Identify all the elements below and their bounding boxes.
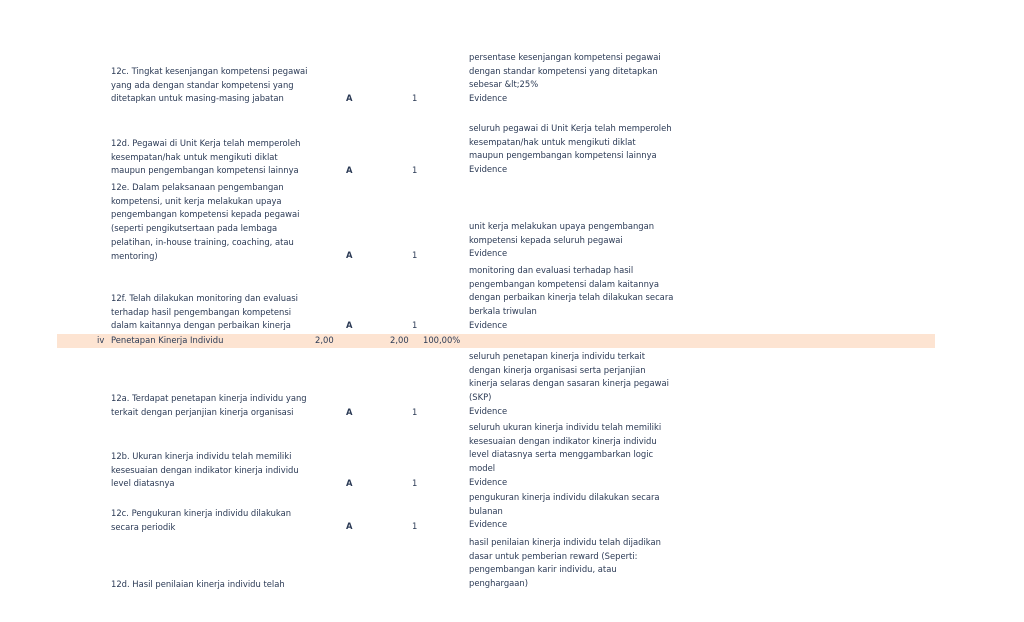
note-line: dasar untuk pemberian reward (Seperti: [469,550,638,561]
criterion-line: 12d. Pegawai di Unit Kerja telah memperoleh [111,138,301,148]
note-cell [469,350,669,419]
criterion-line: terhadap hasil pengembangan kompetensi [111,306,292,317]
note-line: seluruh ukuran kinerja individu telah memiliki [469,422,662,432]
grade-cell: A [346,478,353,488]
note-line: kesesuaian dengan indikator kinerja individu [469,435,657,446]
section-header-row [57,334,935,348]
note-cell [469,421,661,490]
note-line: penghargaan) [469,578,528,589]
note-line: dengan kinerja organisasi serta perjanjian [469,364,646,375]
note-line: Evidence [469,476,508,487]
note-cell [469,220,654,261]
criterion-line: 12a. Terdapat penetapan kinerja individu yang [111,393,307,403]
criterion-line: pengembangan kompetensi kepada pegawai [111,209,300,220]
note-line: pengukuran kinerja individu dilakukan secara [469,492,660,502]
criterion-line: dalam kaitannya dengan perbaikan kinerja [111,320,291,331]
note-line: pengembangan kompetensi dalam kaitannya [469,278,659,289]
criterion-line: kesempatan/hak untuk mengikuti diklat [111,151,278,162]
criterion-line: terkait dengan perjanjian kinerja organisasi [111,406,294,417]
note-line: Evidence [469,405,508,416]
note-line: unit kerja melakukan upaya pengembangan [469,221,655,231]
note-line: kinerja selaras dengan sasaran kinerja pegawai [469,378,669,389]
criterion-line: kompetensi, unit kerja melakukan upaya [111,195,282,206]
note-line: maupun pengembangan kompetensi lainnya [469,150,657,161]
note-cell [469,264,673,333]
note-cell [469,122,672,177]
score-cell: 1 [412,320,418,330]
criterion-line: pelatihan, in-house training, coaching, atau [111,236,294,247]
criterion-line: yang ada dengan standar kompetensi yang [111,79,294,90]
score-cell: 1 [412,250,418,260]
note-line: model [469,463,496,474]
note-line: berkala triwulan [469,306,537,317]
note-line: dengan standar kompetensi yang ditetapkan [469,65,658,76]
grade-cell: A [346,407,353,417]
note-cell [469,51,661,106]
note-cell [469,491,660,532]
note-line: sebesar &lt;25% [469,79,539,90]
note-line: level diatasnya serta menggambarkan logic [469,449,654,460]
criterion-line: 12c. Tingkat kesenjangan kompetensi pegawai [111,66,308,76]
note-line: Evidence [469,319,508,330]
criterion-line: 12d. Hasil penilaian kinerja individu telah [111,579,285,589]
criterion-cell [111,507,291,534]
note-line: seluruh pegawai di Unit Kerja telah memperoleh [469,123,672,133]
criterion-cell [111,392,307,419]
criterion-line: 12b. Ukuran kinerja individu telah memiliki [111,451,292,461]
section-number: iv [97,335,105,345]
grade-cell: A [346,165,353,175]
criterion-line: level diatasnya [111,478,175,489]
grade-cell: A [346,93,353,103]
note-line: pengembangan karir individu, atau [469,564,617,575]
criterion-line: 12e. Dalam pelaksanaan pengembangan [111,182,284,192]
note-line: Evidence [469,519,508,530]
criterion-cell [111,450,299,491]
note-line: Evidence [469,248,508,259]
criterion-cell [111,181,299,263]
criterion-cell [111,137,300,178]
criterion-cell [111,578,285,592]
note-line: dengan perbaikan kinerja telah dilakukan secara [469,292,674,303]
note-line: (SKP) [469,392,492,403]
score-cell: 1 [412,165,418,175]
note-line: Evidence [469,164,508,175]
section-percent: 100,00% [423,335,461,345]
note-line: seluruh penetapan kinerja individu terkait [469,351,646,361]
note-line: bulanan [469,505,503,516]
criterion-line: maupun pengembangan kompetensi lainnya [111,165,299,176]
criterion-line: ditetapkan untuk masing-masing jabatan [111,93,284,104]
note-line: monitoring dan evaluasi terhadap hasil [469,265,634,275]
criterion-line: 12f. Telah dilakukan monitoring dan evaluasi [111,293,298,303]
score-cell: 1 [412,407,418,417]
criterion-line: mentoring) [111,250,158,261]
section-title: Penetapan Kinerja Individu [111,335,224,345]
section-value-2: 2,00 [390,335,409,345]
note-line: kompetensi kepada seluruh pegawai [469,234,623,245]
section-value-1: 2,00 [315,335,334,345]
note-line: Evidence [469,93,508,104]
criterion-line: secara periodik [111,521,176,532]
criterion-cell [111,292,298,333]
grade-cell: A [346,320,353,330]
score-cell: 1 [412,93,418,103]
criterion-cell [111,65,308,106]
score-cell: 1 [412,478,418,488]
criterion-line: (seperti pengikutsertaan pada lembaga [111,223,278,234]
note-line: persentase kesenjangan kompetensi pegawai [469,52,661,62]
criterion-line: 12c. Pengukuran kinerja individu dilakukan [111,508,292,518]
score-cell: 1 [412,521,418,531]
grade-cell: A [346,250,353,260]
note-line: kesempatan/hak untuk mengikuti diklat [469,136,636,147]
criterion-line: kesesuaian dengan indikator kinerja individu [111,464,299,475]
grade-cell: A [346,521,353,531]
note-line: hasil penilaian kinerja individu telah dijadikan [469,537,661,547]
note-cell [469,536,661,591]
